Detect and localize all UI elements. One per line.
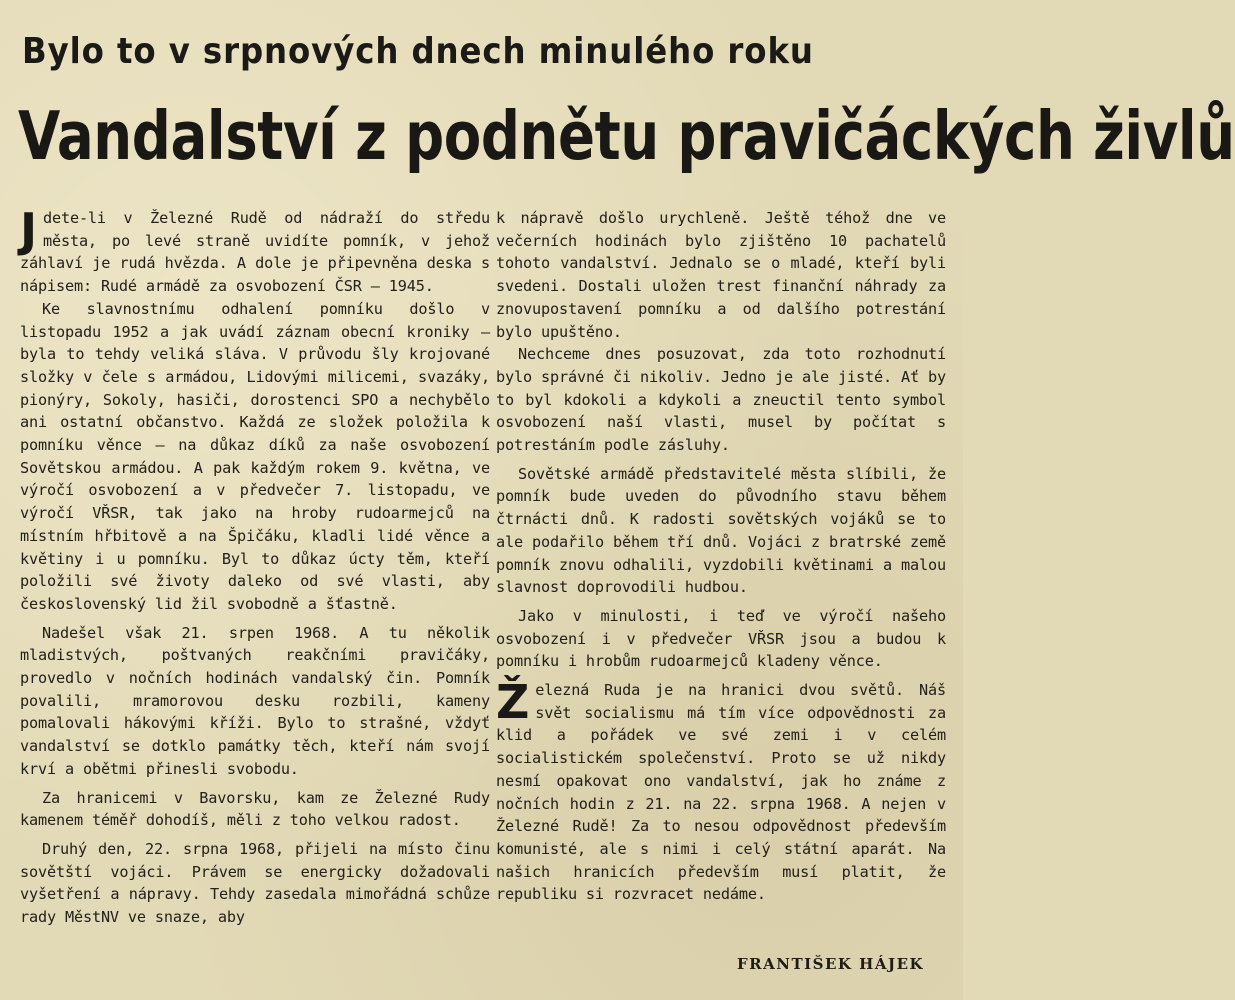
- article-kicker: Bylo to v srpnových dnech minulého roku: [22, 31, 814, 72]
- article-headline: Vandalství z podnětu pravičáckých živlů: [18, 97, 1235, 175]
- paragraph-8: Jako v minulosti, i teď ve výročí našeho osvobození i v předvečer VŘSR jsou a budou k pomníku i hrobům rudoarmejců kladeny věnce.: [496, 606, 946, 671]
- paragraph-5: Druhý den, 22. srpna 1968, přijeli na místo činu sovětští vojáci. Právem se energicky dožadovali vyšetření a nápravy. Tehdy zasedala mimořádná schůze rady MěstNV ve snaze, aby: [20, 839, 490, 927]
- paragraph-7: Sovětské armádě představitelé města slíbili, že pomník bude uveden do původního stavu během čtrnácti dnů. K radosti sovětských vojáků se to ale podařilo během tří dnů. Vojáci z bratrské země pomník znovu odhalili, vyzdobili květinami a malou slavnost doprovodili hudbou.: [496, 464, 946, 597]
- paragraph-9-text: elezná Ruda je na hranici dvou světů. Náš svět socialismu má tím více odpovědnosti za klid a pořádek ve své zemi i v celém socialistickém společenství. Proto se už nikdy nesmí opakovat ono vandalství, jak ho známe z nočních hodin z 21. na 22. srpna 1968. A nejen v Železné Rudě! Za to nesou odpovědnost především komunisté, ale s nimi i celý státní aparát. Na našich hranicích především musí platit, že republiku si rozvracet nedáme.: [496, 681, 946, 904]
- paragraph-5-continued: k nápravě došlo urychleně. Ještě téhož dne ve večerních hodinách bylo zjištěno 10 pachatelů tohoto vandalství. Jednalo se o mladé, kteří byli svedeni. Dostali uložen trest finanční náhrady za znovupostavení pomníku a od dalšího potrestání bylo upuštěno.: [496, 209, 946, 341]
- paragraph-4: Za hranicemi v Bavorsku, kam ze Železné Rudy kamenem téměř dohodíš, měli z toho velkou radost.: [20, 788, 490, 830]
- author-byline: FRANTIŠEK HÁJEK: [737, 955, 925, 973]
- drop-cap-2: Ž: [496, 675, 530, 730]
- paragraph-9: [496, 675, 946, 906]
- paragraph-2: Ke slavnostnímu odhalení pomníku došlo v listopadu 1952 a jak uvádí záznam obecní kroniky — byla to tehdy veliká sláva. V průvodu šly krojované složky v čele s armádou, Lidovými milicemi, svazáky, pionýry, Sokoly, hasiči, dorostenci SPO a nechybělo ani ostatní občanstvo. Každá ze složek položila k pomníku věnce — na důkaz díků za naše osvobození Sovětskou armádou. A pak každým rokem 9. května, ve výročí osvobození a v předvečer 7. listopadu, ve výročí VŘSR, tak jako na hroby rudoarmejců na místním hřbitově a na Špičáku, kladli lidé věnce a květiny i u pomníku. Byl to důkaz úcty těm, kteří položili své životy daleko od své vlasti, aby československý lid žil svobodně a šťastně.: [20, 299, 490, 613]
- paragraph-1-text: dete-li v Železné Rudě od nádraží do středu města, po levé straně uvidíte pomník, v jehož záhlaví je rudá hvězda. A dole je připevněna deska s nápisem: Rudé armádě za osvobození ČSR — 1945.: [20, 209, 490, 296]
- paragraph-3: Nadešel však 21. srpen 1968. A tu několik mladistvých, poštvaných reakčními pravičáky, provedlo v nočních hodinách vandalský čin. Pomník povalili, mramorovou desku rozbili, kameny pomalovali hákovými kříži. Bylo to strašné, vždyť vandalství se dotklo památky těch, kteří nám svojí krví a obětmi přinesli svobodu.: [20, 623, 490, 778]
- paragraph-6: Nechceme dnes posuzovat, zda toto rozhodnutí bylo správné či nikoliv. Jedno je ale jisté. Ať by to byl kdokoli a kdykoli a zneuctil tento symbol osvobození naší vlasti, musel by počítat s potrestáním podle zásluhy.: [496, 345, 946, 455]
- article-column-right: [496, 207, 946, 906]
- drop-cap: J: [20, 203, 37, 257]
- article-column-left: [20, 203, 490, 929]
- paragraph-1: [20, 203, 490, 298]
